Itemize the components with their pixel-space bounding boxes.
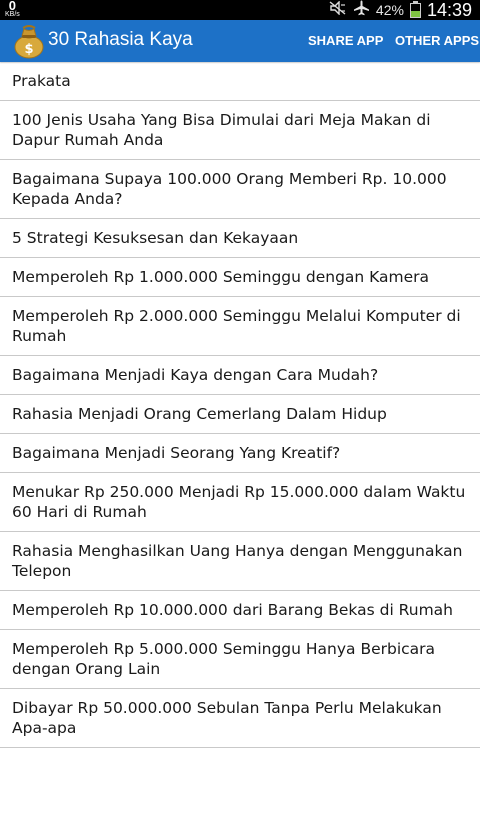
list-item[interactable] bbox=[0, 689, 480, 748]
network-speed bbox=[5, 0, 20, 18]
list-item[interactable] bbox=[0, 532, 480, 591]
money-bag-icon[interactable] bbox=[12, 23, 46, 59]
list-item[interactable] bbox=[0, 434, 480, 473]
mute-icon bbox=[329, 1, 347, 20]
list-item[interactable] bbox=[0, 356, 480, 395]
list-item-label: Memperoleh Rp 1.000.000 Seminggu dengan Kamera bbox=[12, 268, 430, 286]
list-item-label: 5 Strategi Kesuksesan dan Kekayaan bbox=[12, 229, 299, 247]
list-item-label: Menukar Rp 250.000 Menjadi Rp 15.000.000 dalam Waktu 60 Hari di Rumah bbox=[12, 483, 466, 521]
list-item-label: Rahasia Menjadi Orang Cemerlang Dalam Hidup bbox=[12, 405, 387, 423]
list-item-label: Memperoleh Rp 2.000.000 Seminggu Melalui Komputer di Rumah bbox=[12, 307, 461, 345]
action-bar bbox=[0, 20, 480, 62]
battery-fill bbox=[411, 11, 420, 16]
list-item-label: Memperoleh Rp 10.000.000 dari Barang Bekas di Rumah bbox=[12, 601, 454, 619]
list-item[interactable] bbox=[0, 630, 480, 689]
list-item[interactable] bbox=[0, 219, 480, 258]
list-item-label: Bagaimana Menjadi Kaya dengan Cara Mudah? bbox=[12, 366, 379, 384]
list-item-label: 100 Jenis Usaha Yang Bisa Dimulai dari Meja Makan di Dapur Rumah Anda bbox=[12, 111, 431, 149]
list-item[interactable] bbox=[0, 395, 480, 434]
app-title: 30 Rahasia Kaya bbox=[48, 29, 193, 50]
battery-percent: 42% bbox=[375, 2, 404, 18]
list-item-label: Rahasia Menghasilkan Uang Hanya dengan Menggunakan Telepon bbox=[12, 542, 463, 580]
airplane-mode-icon bbox=[353, 0, 370, 21]
list-item-label: Dibayar Rp 50.000.000 Sebulan Tanpa Perlu Melakukan Apa-apa bbox=[12, 699, 442, 737]
list-item[interactable] bbox=[0, 258, 480, 297]
clock: 14:39 bbox=[426, 0, 472, 20]
battery-icon bbox=[410, 3, 421, 18]
list-item[interactable] bbox=[0, 473, 480, 532]
svg-text:$: $ bbox=[24, 42, 34, 57]
other-apps-button[interactable]: OTHER APPS bbox=[395, 33, 480, 48]
list-item-label: Memperoleh Rp 5.000.000 Seminggu Hanya Berbicara dengan Orang Lain bbox=[12, 640, 436, 678]
share-app-button[interactable]: SHARE APP bbox=[308, 33, 384, 48]
list-item[interactable] bbox=[0, 101, 480, 160]
list-item-label: Bagaimana Menjadi Seorang Yang Kreatif? bbox=[12, 444, 341, 462]
list-item-label: Prakata bbox=[12, 72, 71, 90]
list-item[interactable] bbox=[0, 160, 480, 219]
list-item[interactable] bbox=[0, 62, 480, 101]
status-bar bbox=[0, 0, 480, 20]
chapter-list bbox=[0, 62, 480, 748]
list-item[interactable] bbox=[0, 591, 480, 630]
network-speed-value: 0 bbox=[8, 0, 17, 13]
network-speed-unit: KB/s bbox=[5, 11, 20, 18]
list-item-label: Bagaimana Supaya 100.000 Orang Memberi Rp. 10.000 Kepada Anda? bbox=[12, 170, 447, 208]
list-item[interactable] bbox=[0, 297, 480, 356]
